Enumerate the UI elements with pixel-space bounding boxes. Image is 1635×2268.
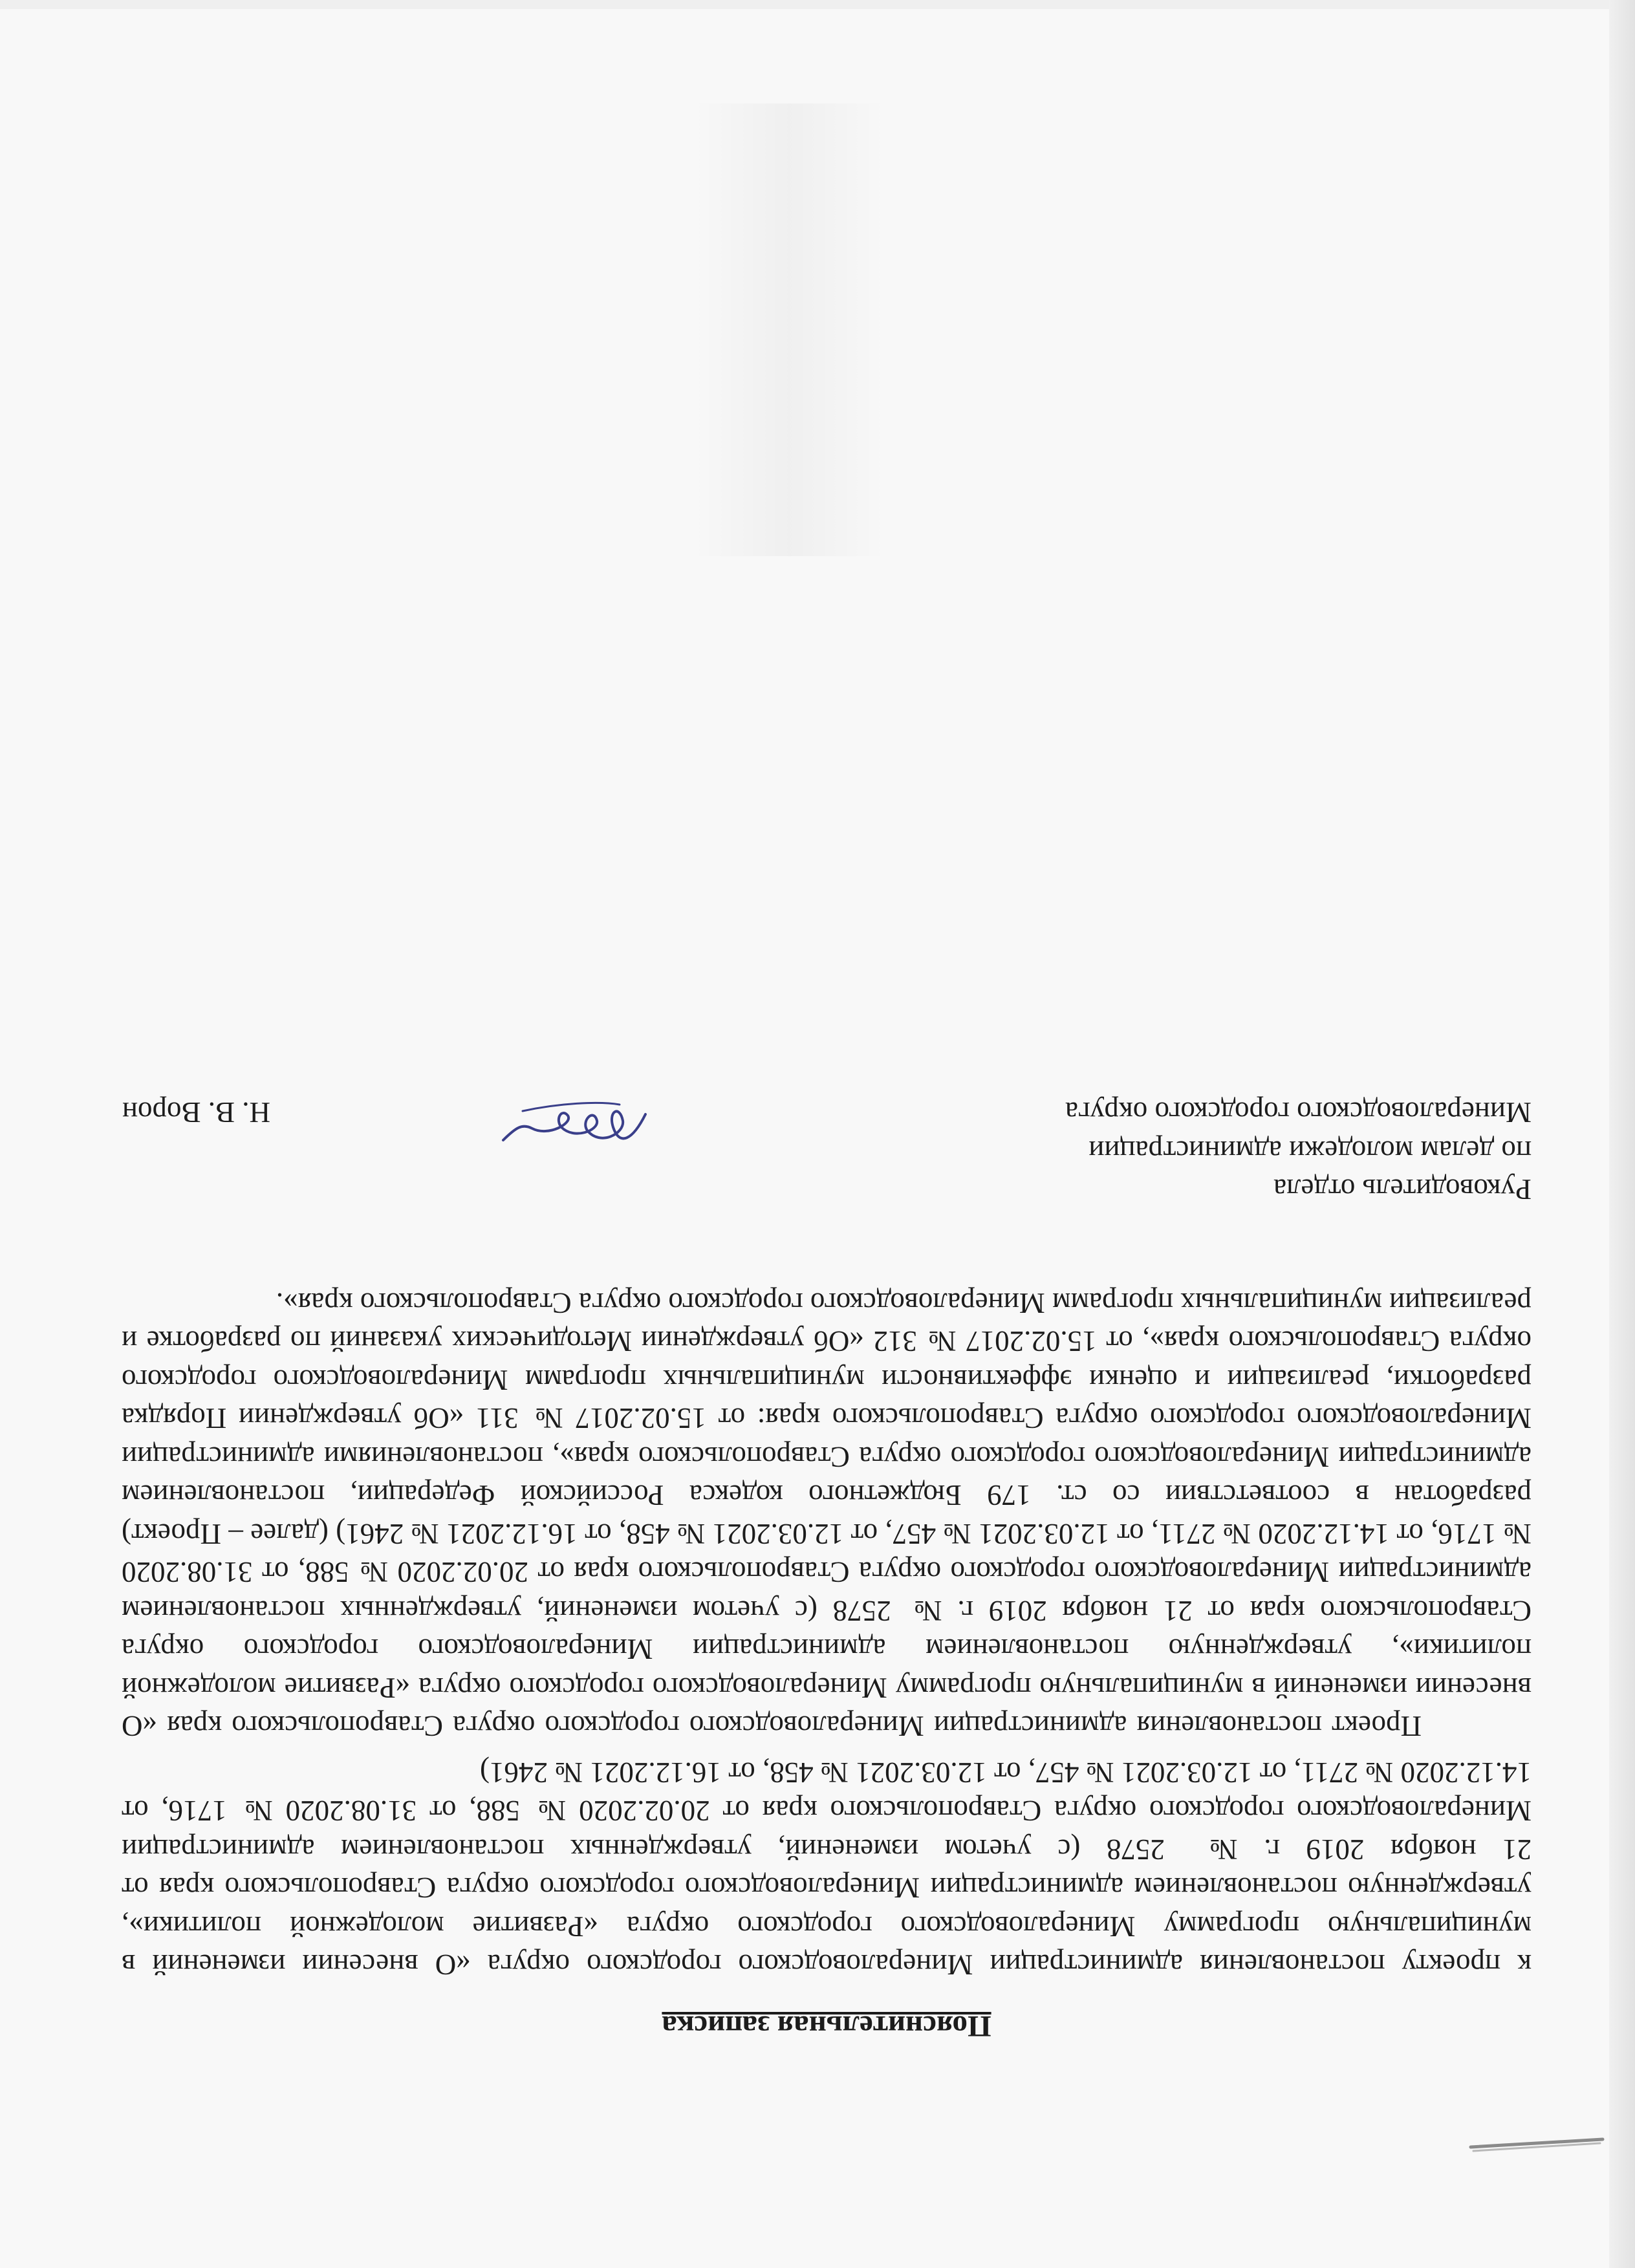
signature-block	[122, 1053, 1532, 1209]
signatory-position-line: по делам молодежи администрации	[1088, 1135, 1532, 1167]
signatory-position-line: Минераловодского городского округа	[1065, 1096, 1532, 1129]
signatory-name: Н. В. Ворон	[122, 1096, 270, 1129]
document-body: Проект постановления администрации Минераловодского городского округа Ставропольского края «О внесении изменений в муниципальную программу Минераловодского городского округа «Развитие молодежной политики», утвержденную постановлением администрации Минераловодского городского округа Ставропольского края от 21 ноября 2019 г. № 2578 (с учетом изменений, утвержденных постановлением администрации Минераловодского городского округа Ставропольского края от 20.02.2020 № 588, от 31.08.2020 № 1716, от 14.12.2020 № 2711, от 12.03.2021 № 457, от 12.03.2021 № 458, от 16.12.2021 № 2461) (далее – Проект) разработан в соответствии со ст. 179 Бюджетного кодекса Российской Федерации, постановлением администрации Минераловодского городского округа Ставропольского края», постановлениями администрации Минераловодского городского округа Ставропольского края: от 15.02.2017 № 311 «Об утверждении Порядка разработки, реализации и оценки эффективности муниципальных программ Минераловодского городского округа Ставропольского края», от 15.02.2017 № 312 «Об утверждении Методических указаний по разработке и реализации муниципальных программ Минераловодского городского округа Ставропольского края».	[122, 1287, 1532, 1743]
document-title: Пояснительная записка	[662, 2009, 991, 2043]
document-content	[122, 1053, 1532, 2046]
signatory-position-line: Руководитель отдела	[1273, 1173, 1532, 1206]
handwritten-signature	[490, 1089, 658, 1167]
signatory-position	[788, 1093, 1532, 1209]
document-subject: к проекту постановления администрации Минераловодского городского округа «О внесении изменений в муниципальную программу Минераловодского городского округа «Развитие молодежной политики», утвержденную постановлением администрации Минераловодского городского округа Ставропольского края от 21 ноября 2019 г. № 2578 (с учетом изменений, утвержденных постановлением администрации Минераловодского городского округа Ставропольского края от 20.02.2020 № 588, от 31.08.2020 № 1716, от 14.12.2020 № 2711, от 12.03.2021 № 457, от 12.03.2021 № 458, от 16.12.2021 № 2461)	[122, 1756, 1532, 1982]
